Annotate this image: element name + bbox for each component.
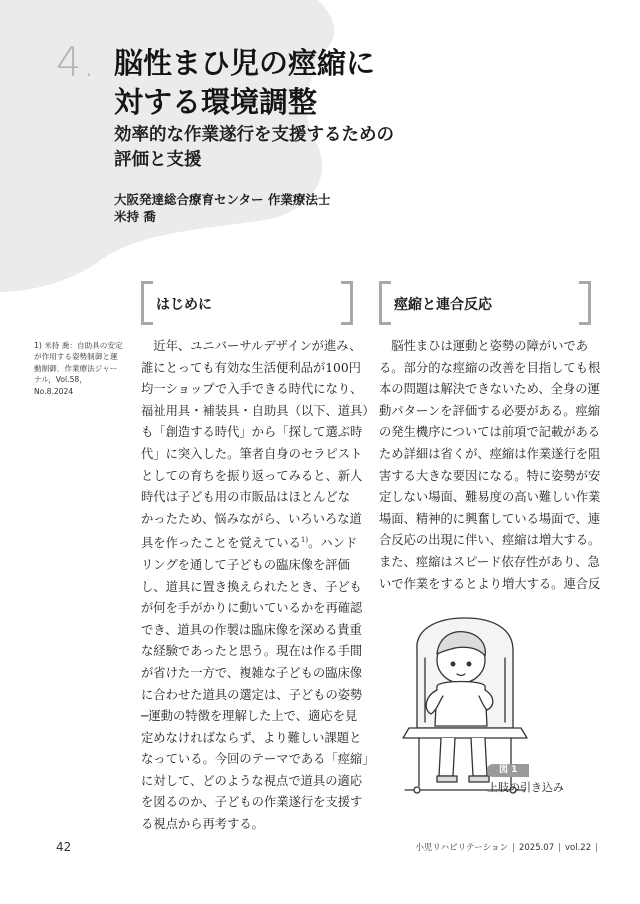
body-line: いで作業をするとより増大する。連合反: [379, 576, 601, 591]
figure-caption: [487, 757, 564, 795]
body-line: る。部分的な痙縮の改善を目指しても根: [379, 360, 601, 375]
body-line: 定しない場面、難易度の高い難しい作業: [379, 490, 601, 505]
body-line: の発生機序については前項で記載がある: [379, 425, 601, 440]
body-line: し、道具に置き換えられたとき、子ども: [141, 579, 362, 594]
page-number: 42: [56, 840, 72, 854]
body-line: 合反応の出現に伴い、痙縮は増大する。: [379, 533, 601, 548]
body-line: かったため、悩みながら、いろいろな道: [141, 511, 362, 526]
body-line: を図るのか、子どもの作業遂行を支援す: [141, 795, 363, 810]
body-line: る視点から再考する。: [141, 817, 264, 832]
journal-name: 小児リハビリテーション: [415, 843, 509, 853]
body-line: 本の問題は解決できないため、全身の運: [379, 382, 600, 397]
body-line: でき、道具の作製は臨床像を深める貴重: [141, 622, 362, 637]
body-line: としての育ちを振り返ってみると、新人: [141, 468, 363, 483]
volume: vol.22: [565, 843, 592, 853]
body-line: が何を手がかりに動いているかを再確認: [141, 601, 363, 616]
title-line: 対する環境調整: [114, 85, 318, 119]
body-line: ─運動の特徴を理解した上で、適応を見: [141, 709, 358, 724]
reference-line: 1) 米持 喬：自助具の安定: [34, 341, 123, 350]
body-line: も「創造する時代」から「探して選ぶ時: [141, 425, 363, 440]
body-line: に対して、どのような視点で道具の適応: [141, 773, 363, 788]
body-line: 誰にとっても有効な生活便利品が100円: [141, 360, 361, 375]
author-name: 米持 喬: [114, 209, 156, 224]
footer-separator: |: [512, 843, 515, 853]
body-line: ため詳細は省くが、痙縮は作業遂行を阻: [379, 446, 601, 461]
body-line-text: 具を作ったことを覚えている: [141, 536, 301, 551]
reference-line: ナル，Vol.58，: [34, 375, 87, 385]
article-subtitle: [114, 123, 394, 173]
section-heading-label: はじめに: [156, 297, 212, 313]
body-line: リングを通して子どもの臨床像を評価: [141, 557, 350, 572]
footer-separator: |: [595, 843, 598, 853]
issue-date: 2025.07: [518, 843, 555, 853]
chapter-number: 4.: [56, 40, 97, 86]
reference-line: No.8.2024: [34, 386, 74, 396]
reference-line: が作用する姿勢制御と運: [34, 352, 118, 362]
figure-label: 上肢の引き込み: [487, 781, 564, 794]
body-line: 時代は子ども用の市販品はほとんどな: [141, 490, 351, 505]
footer-separator: |: [558, 843, 561, 853]
body-line: 定めなければならず、より難しい課題と: [141, 730, 362, 745]
body-line: に合わせた道具の選定は、子どもの姿勢: [141, 687, 363, 702]
citation-marker: 1): [300, 536, 309, 545]
section-heading-introduction: [141, 281, 353, 325]
subtitle-line: 効率的な作業遂行を支援するための: [114, 125, 394, 145]
body-line: また、痙縮はスピード依存性があり、急: [379, 554, 600, 569]
introduction-body: [141, 336, 375, 836]
body-line: が省けた一方で、複雑な子どもの臨床像: [141, 665, 363, 680]
figure-badge: 図 1: [487, 764, 529, 777]
body-line: 場面、精神的に興奮している場面で、連: [379, 511, 601, 526]
body-line: な経験であったと思う。現在は作る手間: [141, 644, 363, 659]
body-line: 均一ショップで入手できる時代になり、: [141, 382, 363, 397]
body-line: [141, 530, 358, 555]
body-line: なっている。今回のテーマである「痙縮」: [141, 752, 375, 767]
body-line: 脳性まひは運動と姿勢の障がいであ: [379, 339, 589, 353]
section-heading-label: 痙縮と連合反応: [394, 297, 492, 313]
body-line: 動パターンを評価する必要がある。痙縮: [379, 403, 601, 418]
body-line: 福祉用具・補装具・自助具（以下、道具）: [141, 403, 375, 418]
title-line: 脳性まひ児の痙縮に: [114, 46, 376, 80]
body-line: 害する大きな要因になる。特に姿勢が安: [379, 468, 601, 483]
body-line-text: 。ハンド: [308, 536, 358, 551]
author-block: [114, 191, 330, 225]
spasticity-body: [379, 336, 601, 595]
author-affiliation: 大阪発達総合療育センター 作業療法士: [114, 192, 331, 207]
reference-note: [34, 340, 130, 397]
body-line: 近年、ユニバーサルデザインが進み、: [141, 339, 362, 353]
section-heading-spasticity: [379, 281, 591, 325]
subtitle-line: 評価と支援: [114, 150, 202, 170]
running-footer: [415, 841, 602, 853]
body-line: 代」に突入した。筆者自身のセラピスト: [141, 446, 363, 461]
article-title: [114, 44, 375, 122]
reference-line: 動制御．作業療法ジャー: [34, 363, 118, 373]
